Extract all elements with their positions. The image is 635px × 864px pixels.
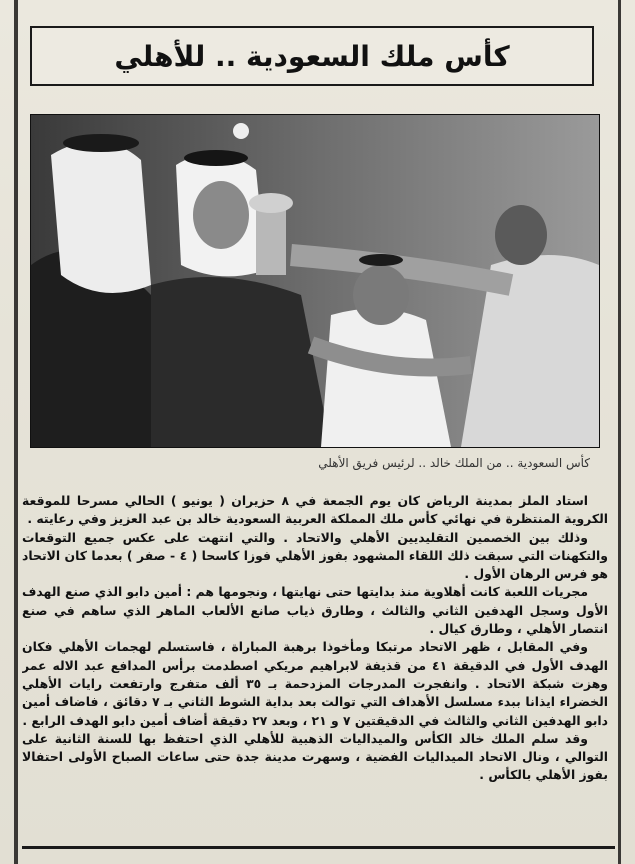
article-paragraph: مجريات اللعبة كانت أهلاوية منذ بدايتها حتى نهايتها ، ونجومها هم : أمين دابو الذي صنع الهدف الأول وسجل الهدفين الثاني والثالث ، وطارق ذياب صانع الألعاب الماهر الذي ساهم في صنع انتصار الأهلي ، وطارق كيال . bbox=[22, 584, 608, 637]
page-left-border bbox=[14, 0, 18, 864]
article-paragraph: وذلك بين الخصمين التقليديين الأهلي والاتحاد . والتي انتهت على عكس جميع التوقعات والتكهنات التي سبقت ذلك اللقاء المشهود بفوز الأهلي فوزا كاسحا ( ٤ - صفر ) بعدما كان الاتحاد هو فرس الرهان الأول . bbox=[22, 529, 608, 582]
photo-caption: كأس السعودية .. من الملك خالد .. لرئيس فريق الأهلي bbox=[318, 456, 590, 470]
article-paragraph: وقد سلم الملك خالد الكأس والميداليات الذهبية للأهلي الذي احتفظ بها للسنة الثانية على التوالي ، ونال الاتحاد الميداليات الفضية ، وسهرت مدينة جدة حتى ساعات الصباح الأولى احتفالا بفوز الأهلي بالكأس . bbox=[22, 730, 608, 783]
page-right-border bbox=[618, 0, 621, 864]
headline-box bbox=[30, 26, 594, 86]
headline: كأس ملك السعودية .. للأهلي bbox=[114, 39, 510, 73]
article-paragraph: وفي المقابل ، ظهر الاتحاد مرتبكا ومأخوذا برهبة المباراة ، فاستسلم لهجمات الأهلي فكان الهدف الأول في الدقيقة ٤١ من قذيفة لابراهيم مريكي اصطدمت برأس المدافع عبد الاله عمر وهزت شبكة الاتحاد . وانفجرت المدرجات المزدحمة بـ ٣٥ ألف متفرج وارتفعت رايات الأهلي الخضراء ايذانا ببدء مسلسل الأهداف التي توالت بعد بداية الشوط الثاني بـ ٧ دقائق ، فاضاف أمين دابو الهدفين الثاني والثالث في الدقيقتين ٧ و ٢١ ، وبعد ٢٧ دقيقة أضاف أمين دابو الهدف الرابع . bbox=[22, 639, 608, 728]
article-body bbox=[22, 492, 608, 832]
article-paragraph: استاد الملز بمدينة الرياض كان يوم الجمعة في ٨ حزيران ( يونيو ) الحالي مسرحا للموقعة الكروية المنتظرة في نهائي كأس ملك المملكة العربية السعودية خالد بن عبد العزيز وفي رعايته . bbox=[22, 493, 608, 527]
bottom-rule bbox=[22, 846, 615, 849]
news-photo bbox=[30, 114, 600, 448]
photo-illustration bbox=[31, 115, 599, 447]
